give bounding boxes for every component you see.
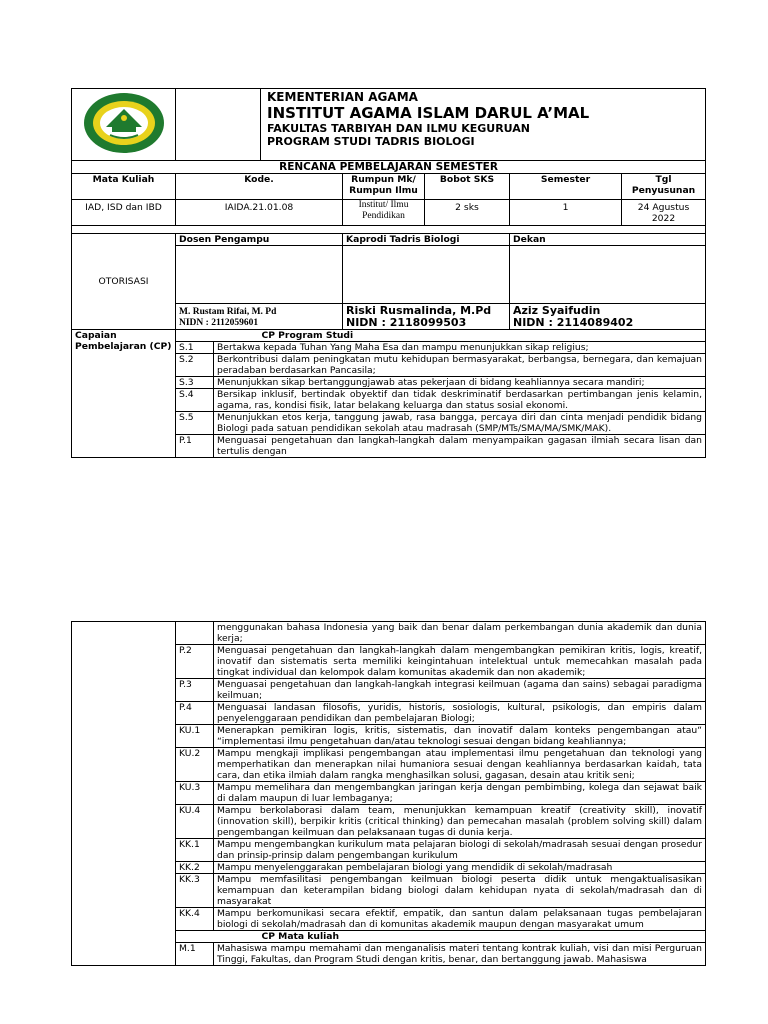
cp-item-text: Mampu mengkaji implikasi pengembangan atau implementasi ilmu pengetahuan dan teknologi yang memperhatikan dan menerapkan nilai humaniora sesuai dengan keahliannya berdasarkan kaidah, tata cara, dan etika ilmiah dalam rangka menghasilkan solusi, gagasan, desain atau kritik seni; — [214, 748, 706, 782]
col-tgl-penyusunan: Tgl Penyusunan — [622, 174, 706, 200]
cp-matkul-title-spacer — [176, 931, 214, 943]
dosen-nidn: NIDN : 2112059601 — [179, 318, 259, 328]
cp-item-code: KK.2 — [176, 862, 214, 874]
institution-heading — [261, 89, 706, 161]
cp-item-text: Menunjukkan etos kerja, tanggung jawab, rasa bangga, percaya diri dan cinta menjadi pendidik bidang Biologi pada satuan pendidikan sekolah atau madrasah (SMP/MTs/SMA/MA/SMK/MAK). — [214, 412, 706, 435]
cp-item-text: Menerapkan pemikiran logis, kritis, sistematis, dan inovatif dalam konteks pengembangan atau“ “implementasi ilmu pengetahuan dan/atau teknologi sesuai dengan bidang keahliannya; — [214, 725, 706, 748]
col-mata-kuliah: Mata Kuliah — [72, 174, 176, 200]
cp-item-text: Berkontribusi dalam peningkatan mutu kehidupan bermasyarakat, berbangsa, bernegara, dan kemajuan peradaban berdasarkan Pancasila; — [214, 354, 706, 377]
cp-item-text: Mampu mengembangkan kurikulum mata pelajaran biologi di sekolah/madrasah sesuai dengan prosedur dan prinsip-prinsip dalam pengembangan kurikulum — [214, 839, 706, 862]
course-date: 24 Agustus 2022 — [622, 200, 706, 226]
cp-item-code: KU.4 — [176, 805, 214, 839]
signature-space-kaprodi — [343, 246, 510, 304]
ministry-name: KEMENTERIAN AGAMA — [267, 90, 418, 104]
cp-item-text: Mampu memelihara dan mengembangkan jaringan kerja dengan pembimbing, kolega dan sejawat baik di dalam maupun di luar lembaganya; — [214, 782, 706, 805]
cp-label-continued — [72, 622, 176, 966]
cp-item-code: S.2 — [176, 354, 214, 377]
cp-item-code: S.5 — [176, 412, 214, 435]
cp-item-code: P.3 — [176, 679, 214, 702]
cp-item-text: Mampu berkomunikasi secara efektif, empatik, dan santun dalam pelaksanaan tugas pembelajaran biologi di sekolah/madrasah dan di komunitas akademik maupun dengan masyarakat umum — [214, 908, 706, 931]
p1-continuation-text: menggunakan bahasa Indonesia yang baik dan benar dalam perkembangan dunia akademik dan dunia kerja; — [214, 622, 706, 645]
cp-item-code: KK.4 — [176, 908, 214, 931]
otorisasi-col-kaprodi: Kaprodi Tadris Biologi — [343, 234, 510, 246]
cp-item-code: S.3 — [176, 377, 214, 389]
otorisasi-table — [71, 233, 706, 330]
cp-item-text: Mampu memfasilitasi pengembangan keilmuan biologi peserta didik untuk mengaktualisasikan kemampuan dan keterampilan bidang biologi dalam kehidupan nyata di sekolah/madrasah dan di masyarakat — [214, 874, 706, 908]
signatory-dosen — [176, 304, 343, 330]
continuation-code-cell — [176, 622, 214, 645]
cp-table-page1 — [71, 329, 706, 458]
cp-item-text: Menguasai pengetahuan dan langkah-langkah dalam menyampaikan gagasan ilmiah secara lisan dan tertulis dengan — [214, 435, 706, 458]
cp-item-text: Mampu menyelenggarakan pembelajaran biologi yang mendidik di sekolah/madrasah — [214, 862, 706, 874]
kaprodi-name: Riski Rusmalinda, M.Pd — [346, 304, 492, 317]
rps-page-1 — [71, 88, 705, 458]
cp-item-code: S.4 — [176, 389, 214, 412]
cp-item-text: Menunjukkan sikap bertanggungjawab atas pekerjaan di bidang keahliannya secara mandiri; — [214, 377, 706, 389]
cp-item-code: P.1 — [176, 435, 214, 458]
institute-logo-icon — [82, 91, 166, 155]
logo-cell — [72, 89, 176, 161]
cp-program-title: CP Program Studi — [214, 330, 706, 342]
cp-table-page2 — [71, 621, 706, 966]
cp-item-code: KK.1 — [176, 839, 214, 862]
otorisasi-col-dosen: Dosen Pengampu — [176, 234, 343, 246]
cp-item-code: KU.3 — [176, 782, 214, 805]
dekan-name: Aziz Syaifudin — [513, 304, 601, 317]
cp-item-code: S.1 — [176, 342, 214, 354]
col-semester: Semester — [510, 174, 622, 200]
signatory-kaprodi — [343, 304, 510, 330]
cp-label: Capaian Pembelajaran (CP) — [72, 330, 176, 458]
cp-item-text: Menguasai pengetahuan dan langkah-langkah dalam mengembangkan pemikiran kritis, logis, kreatif, inovatif dan sistematis serta memiliki keingintahuan intelektual untuk memecahkan masalah pada tingkat individual dan kelompok dalam komunitas akademik dan non akademik; — [214, 645, 706, 679]
cp-item-code: KU.2 — [176, 748, 214, 782]
faculty-name: FAKULTAS TARBIYAH DAN ILMU KEGURUAN — [267, 122, 530, 135]
cp-item-text: Menguasai pengetahuan dan langkah-langkah integrasi keilmuan (agama dan sains) sebagai paradigma keilmuan; — [214, 679, 706, 702]
institute-name: INSTITUT AGAMA ISLAM DARUL A’MAL — [267, 104, 590, 122]
course-code: IAIDA.21.01.08 — [176, 200, 343, 226]
course-rumpun: Institut/ Ilmu Pendidikan — [343, 200, 425, 226]
blank-header-cell — [176, 89, 261, 161]
cp-item-code: M.1 — [176, 943, 214, 966]
rps-page-2 — [71, 621, 705, 966]
signature-space-dosen — [176, 246, 343, 304]
cp-program-title-spacer — [176, 330, 214, 342]
cp-item-text: Menguasai landasan filosofis, yuridis, historis, sosiologis, kultural, psikologis, dan empiris dalam penyelenggaraan pendidikan dan pembelajaran Biologi; — [214, 702, 706, 725]
course-semester: 1 — [510, 200, 622, 226]
cp-item-text: Mahasiswa mampu memahami dan menganalisis materi tentang kontrak kuliah, visi dan misi Perguruan Tinggi, Fakultas, dan Program Studi dengan kritis, benar, dan bertanggung jawab. Mahasiswa — [214, 943, 706, 966]
cp-item-code: P.4 — [176, 702, 214, 725]
col-rumpun: Rumpun Mk/ Rumpun Ilmu — [343, 174, 425, 200]
dosen-name: M. Rustam Rifai, M. Pd — [179, 307, 277, 317]
otorisasi-label: OTORISASI — [72, 234, 176, 330]
cp-item-code: P.2 — [176, 645, 214, 679]
col-bobot-sks: Bobot SKS — [425, 174, 510, 200]
cp-item-code: KK.3 — [176, 874, 214, 908]
kaprodi-nidn: NIDN : 2118099503 — [346, 316, 467, 329]
program-name: PROGRAM STUDI TADRIS BIOLOGI — [267, 135, 475, 148]
course-name: IAD, ISD dan IBD — [72, 200, 176, 226]
cp-item-code: KU.1 — [176, 725, 214, 748]
cp-item-text: Bersikap inklusif, bertindak obyektif dan tidak deskriminatif berdasarkan pertimbangan jenis kelamin, agama, ras, kondisi fisik, latar belakang keluarga dan status sosial ekonomi. — [214, 389, 706, 412]
col-kode: Kode. — [176, 174, 343, 200]
otorisasi-col-dekan: Dekan — [510, 234, 706, 246]
cp-item-text: Bertakwa kepada Tuhan Yang Maha Esa dan mampu menunjukkan sikap religius; — [214, 342, 706, 354]
course-sks: 2 sks — [425, 200, 510, 226]
signature-space-dekan — [510, 246, 706, 304]
cp-matkul-title: CP Mata kuliah — [214, 931, 706, 943]
cp-item-text: Mampu berkolaborasi dalam team, menunjukkan kemampuan kreatif (creativity skill), inovatif (innovation skill), berpikir kritis (critical thinking) dan pemecahan masalah (problem solving skill) dalam pengembangan keilmuan dan pelaksanaan tugas di dunia kerja. — [214, 805, 706, 839]
dekan-nidn: NIDN : 2114089402 — [513, 316, 634, 329]
rps-header-table — [71, 88, 706, 234]
signatory-dekan — [510, 304, 706, 330]
document-title: RENCANA PEMBELAJARAN SEMESTER — [72, 161, 706, 174]
